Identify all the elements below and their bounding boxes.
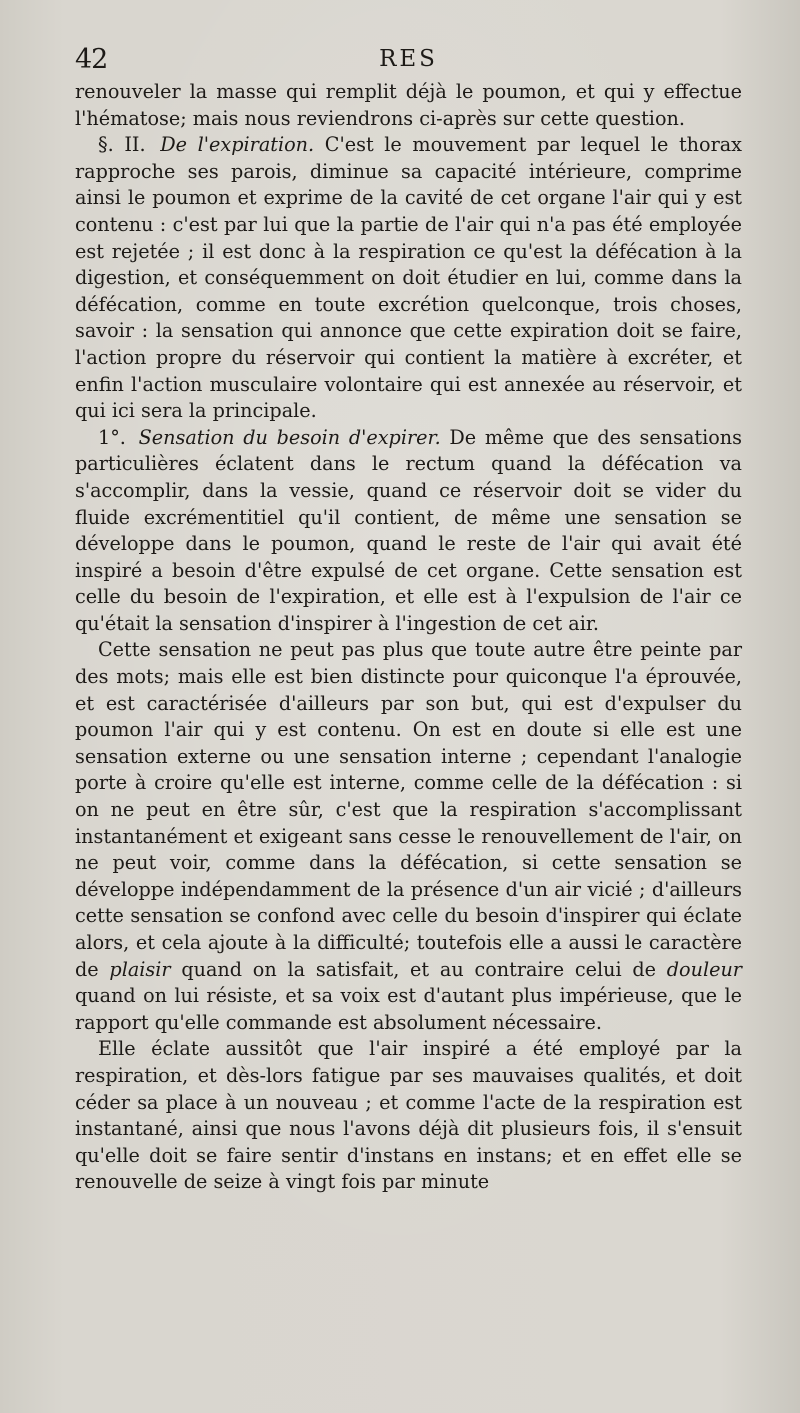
emphasis-plaisir: plaisir [109, 957, 171, 981]
page-number: 42 [75, 44, 108, 75]
paragraph-sensation-description: Cette sensation ne peut pas plus que toute autre être peinte par des mots; mais elle est bien distincte pour quiconque l'a éprouvée, et est caractérisée d'ailleurs par son but, qui est d'expulser du poumon l'air qui y est contenu. On est en doute si elle est une sensation externe ou une sensation interne ; cependant l'analogie porte à croire qu'elle est interne, comme celle de la défécation : si on ne peut en être sûr, c'est que la respiration s'accomplissant instantanément et exigeant sans cesse le renouvellement de l'air, on ne peut voir, comme dans la défécation, si cette sensation se développe indépendamment de la présence d'un air vicié ; d'ailleurs cette sensation se confond avec celle du besoin d'inspirer qui éclate alors, et cela ajoute à la difficulté; toutefois elle a aussi le caractère de plaisir quand on la satisfait, et au contraire celui de douleur quand on lui résiste, et sa voix est d'autant plus impérieuse, que le rapport qu'elle commande est absolument nécessaire. [75, 638, 742, 1034]
running-head: RES [379, 46, 438, 72]
emphasis-douleur: douleur [666, 957, 742, 981]
subsection-sensation [75, 425, 742, 638]
paragraph-continuation: renouveler la masse qui remplit déjà le poumon, et qui y effectue l'hématose; mais nous reviendrons ci-après sur cette question. [75, 80, 742, 130]
section-body: C'est le mouvement par lequel le thorax rapproche ses parois, diminue sa capacité intérieure, comprime ainsi le poumon et exprime de la cavité de cet organe l'air qui y est contenu : c'est par lui que la partie de l'air qui n'a pas été employée est rejetée ; il est donc à la respiration ce qu'est la défécation à la digestion, et conséquemment on doit étudier en lui, comme dans la défécation, comme en toute excrétion quelconque, trois choses, savoir : la sensation qui annonce que cette expiration doit se faire, l'action propre du réservoir qui contient la matière à excréter, et enfin l'action musculaire volontaire qui est annexée au réservoir, et qui ici sera la principale. [75, 133, 742, 423]
subsection-title: Sensation du besoin d'expirer. [138, 425, 441, 449]
page-header [75, 44, 742, 84]
subsection-marker: 1°. [98, 425, 126, 449]
subsection-body: De même que des sensations particulières éclatent dans le rectum quand la défécation va s'accomplir, dans la vessie, quand ce réservoir doit se vider du fluide excrémentitiel qu'il contient, de même une sensation se développe dans le poumon, quand le reste de l'air qui avait été inspiré a besoin d'être expulsé de cet organe. Cette sensation est celle du besoin de l'expiration, et elle est à l'expulsion de l'air ce qu'était la sensation d'inspirer à l'ingestion de cet air. [75, 425, 742, 635]
paragraph-frequency: Elle éclate aussitôt que l'air inspiré a été employé par la respiration, et dès-lors fatigue par ses mauvaises qualités, et doit céder sa place à un nouveau ; et comme l'acte de la respiration est instantané, ainsi que nous l'avons déjà dit plusieurs fois, il s'ensuit qu'elle doit se faire sentir d'instans en instans; et en effet elle se renouvelle de seize à vingt fois par minute [75, 1037, 742, 1194]
section-title: De l'expiration. [160, 133, 315, 157]
body-text [75, 79, 742, 1196]
section-marker: §. II. [98, 133, 146, 157]
section-expiration [75, 132, 742, 425]
